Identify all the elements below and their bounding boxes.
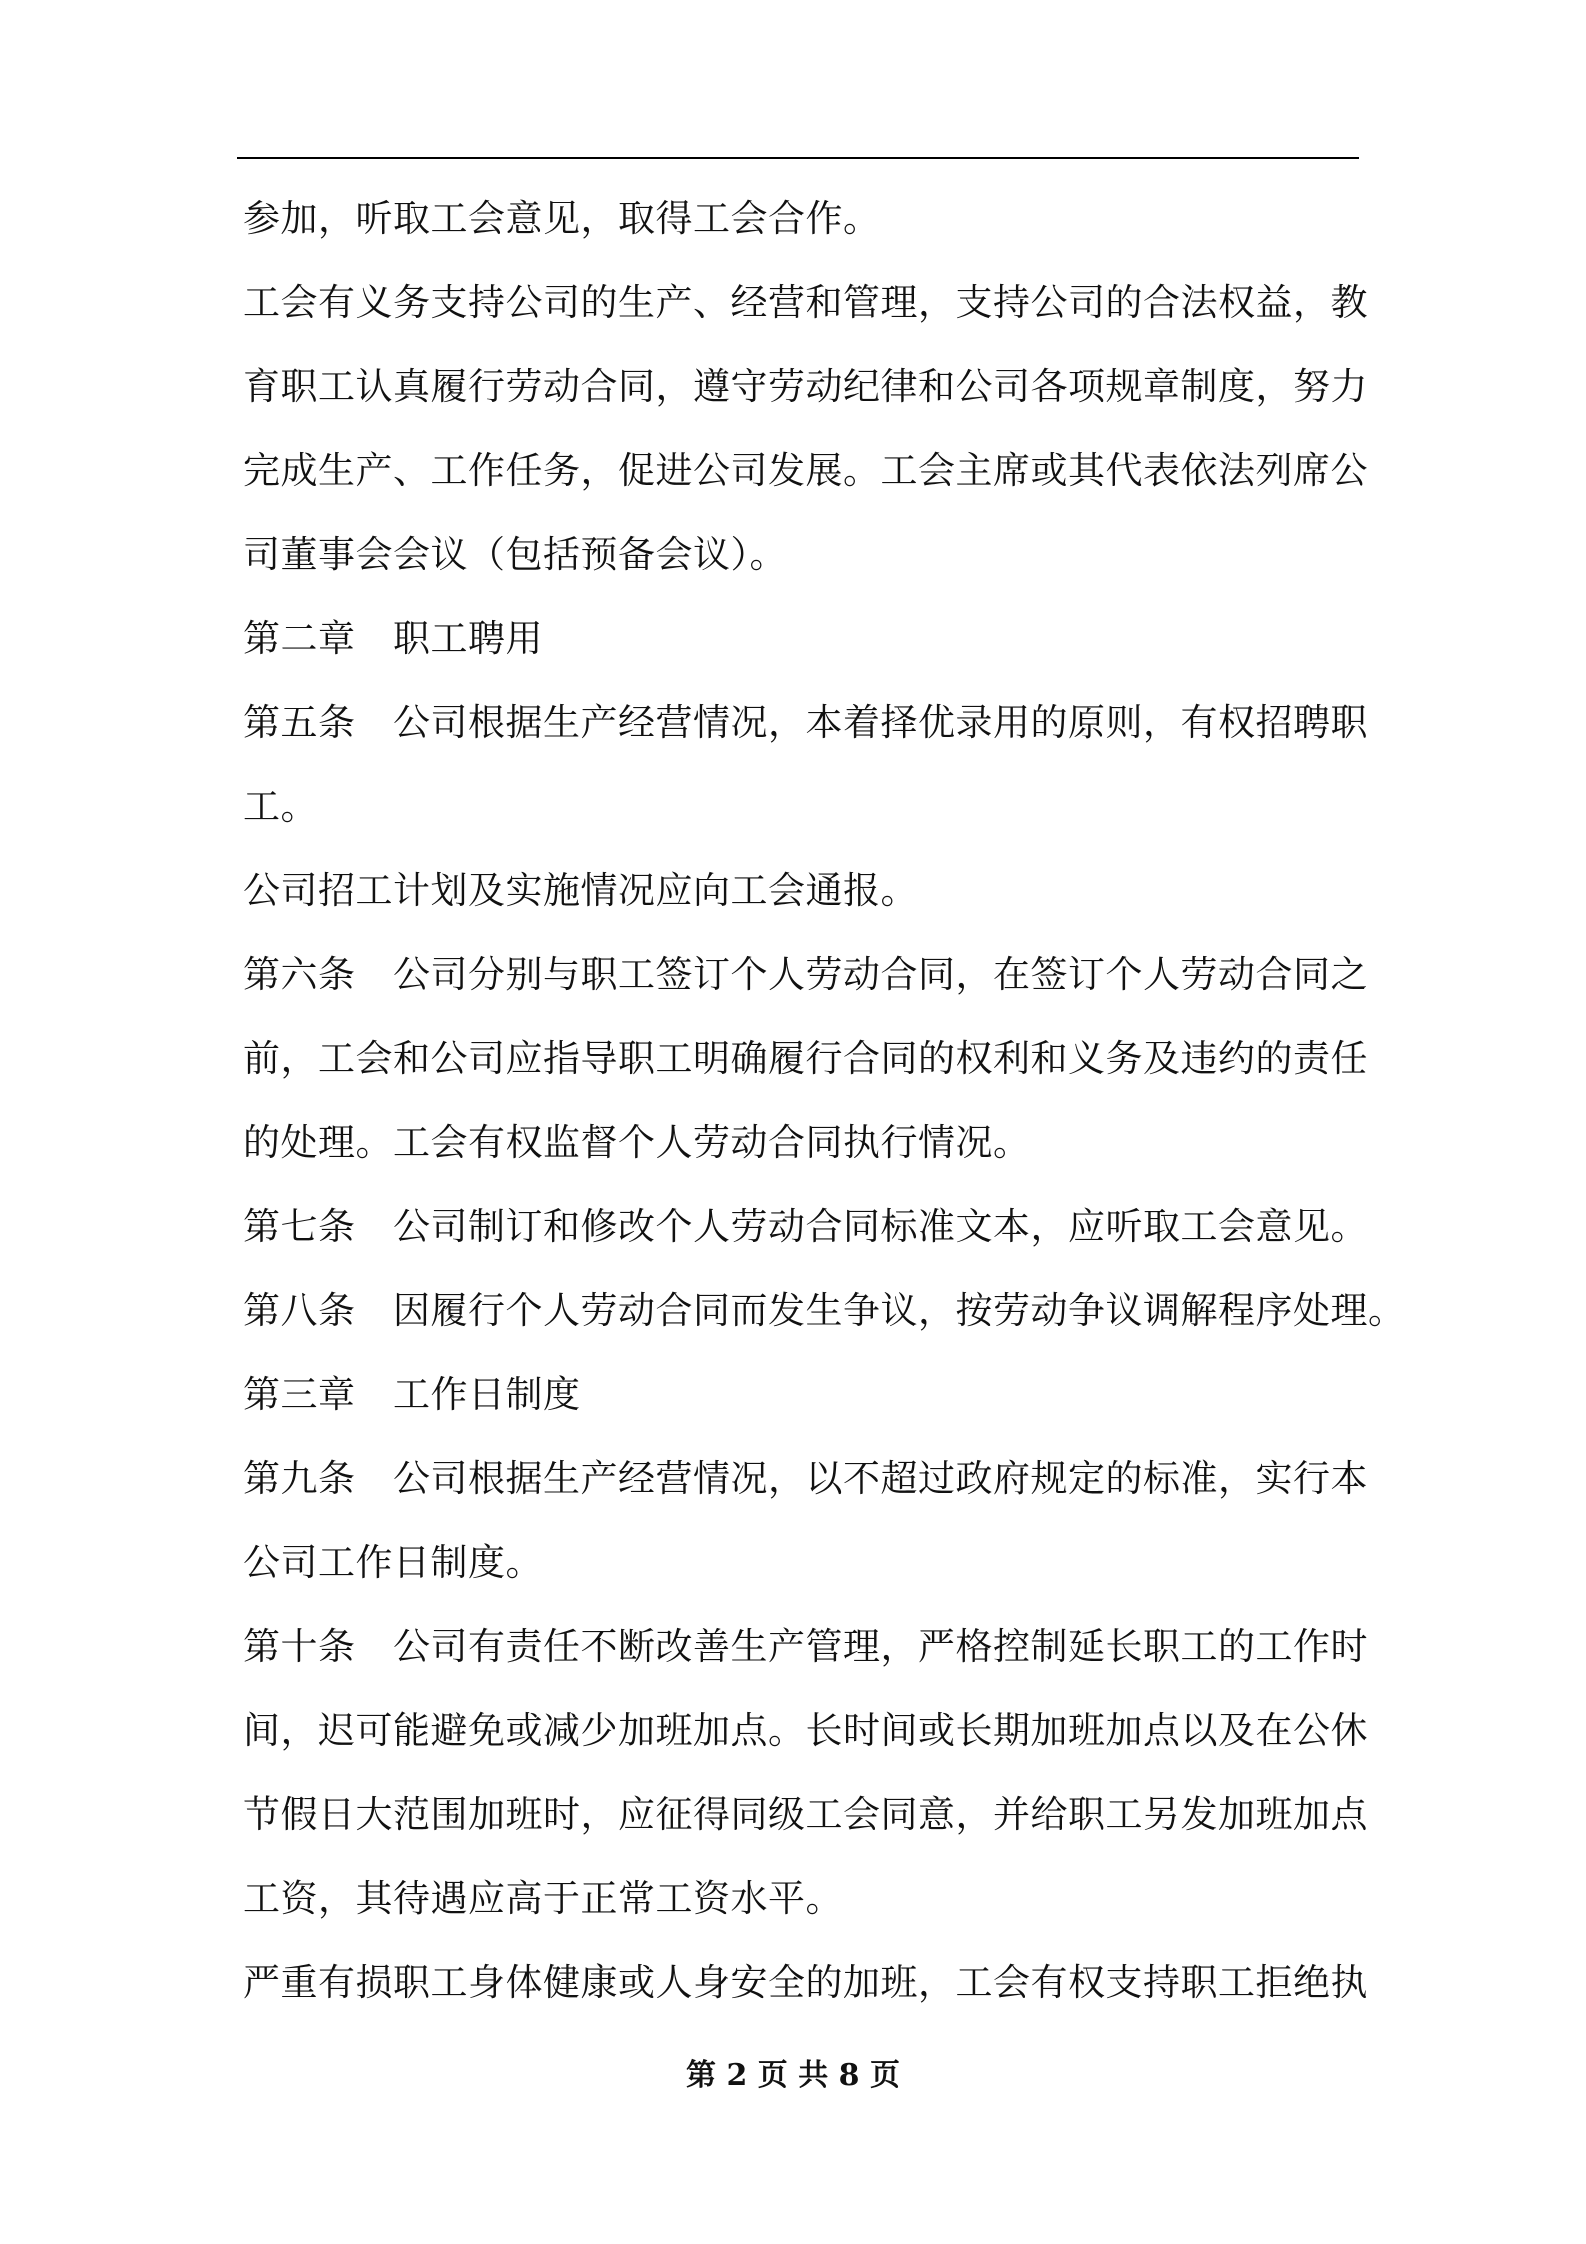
article-line: 第八条 因履行个人劳动合同而发生争议，按劳动争议调解程序处理。 bbox=[243, 1289, 1406, 1332]
text-line: 节假日大范围加班时，应征得同级工会同意，并给职工另发加班加点 bbox=[243, 1793, 1368, 1836]
article-line: 第七条 公司制订和修改个人劳动合同标准文本，应听取工会意见。 bbox=[243, 1205, 1368, 1248]
text-line: 工。 bbox=[243, 785, 318, 828]
chapter-heading: 第三章 工作日制度 bbox=[243, 1373, 581, 1416]
article-line: 第六条 公司分别与职工签订个人劳动合同，在签订个人劳动合同之 bbox=[243, 953, 1368, 996]
chapter-heading: 第二章 职工聘用 bbox=[243, 617, 543, 660]
article-line: 第五条 公司根据生产经营情况，本着择优录用的原则，有权招聘职 bbox=[243, 701, 1368, 744]
text-line: 工资，其待遇应高于正常工资水平。 bbox=[243, 1877, 843, 1920]
text-line: 前，工会和公司应指导职工明确履行合同的权利和义务及违约的责任 bbox=[243, 1037, 1368, 1080]
article-line: 第九条 公司根据生产经营情况，以不超过政府规定的标准，实行本 bbox=[243, 1457, 1368, 1500]
text-line: 司董事会会议（包括预备会议）。 bbox=[243, 533, 787, 576]
text-line: 间，迟可能避免或减少加班加点。长时间或长期加班加点以及在公休 bbox=[243, 1709, 1368, 1752]
text-line: 参加，听取工会意见，取得工会合作。 bbox=[243, 197, 881, 240]
text-line: 公司工作日制度。 bbox=[243, 1541, 543, 1584]
text-line: 严重有损职工身体健康或人身安全的加班，工会有权支持职工拒绝执 bbox=[243, 1961, 1368, 2004]
header-rule bbox=[237, 157, 1359, 159]
text-line: 育职工认真履行劳动合同，遵守劳动纪律和公司各项规章制度，努力 bbox=[243, 365, 1368, 408]
article-line: 第十条 公司有责任不断改善生产管理，严格控制延长职工的工作时 bbox=[243, 1625, 1368, 1668]
text-line: 工会有义务支持公司的生产、经营和管理，支持公司的合法权益，教 bbox=[243, 281, 1368, 324]
text-line: 完成生产、工作任务，促进公司发展。工会主席或其代表依法列席公 bbox=[243, 449, 1368, 492]
text-line: 的处理。工会有权监督个人劳动合同执行情况。 bbox=[243, 1121, 1031, 1164]
page-number-footer: 第 2 页 共 8 页 bbox=[686, 2058, 900, 2093]
text-line: 公司招工计划及实施情况应向工会通报。 bbox=[243, 869, 918, 912]
